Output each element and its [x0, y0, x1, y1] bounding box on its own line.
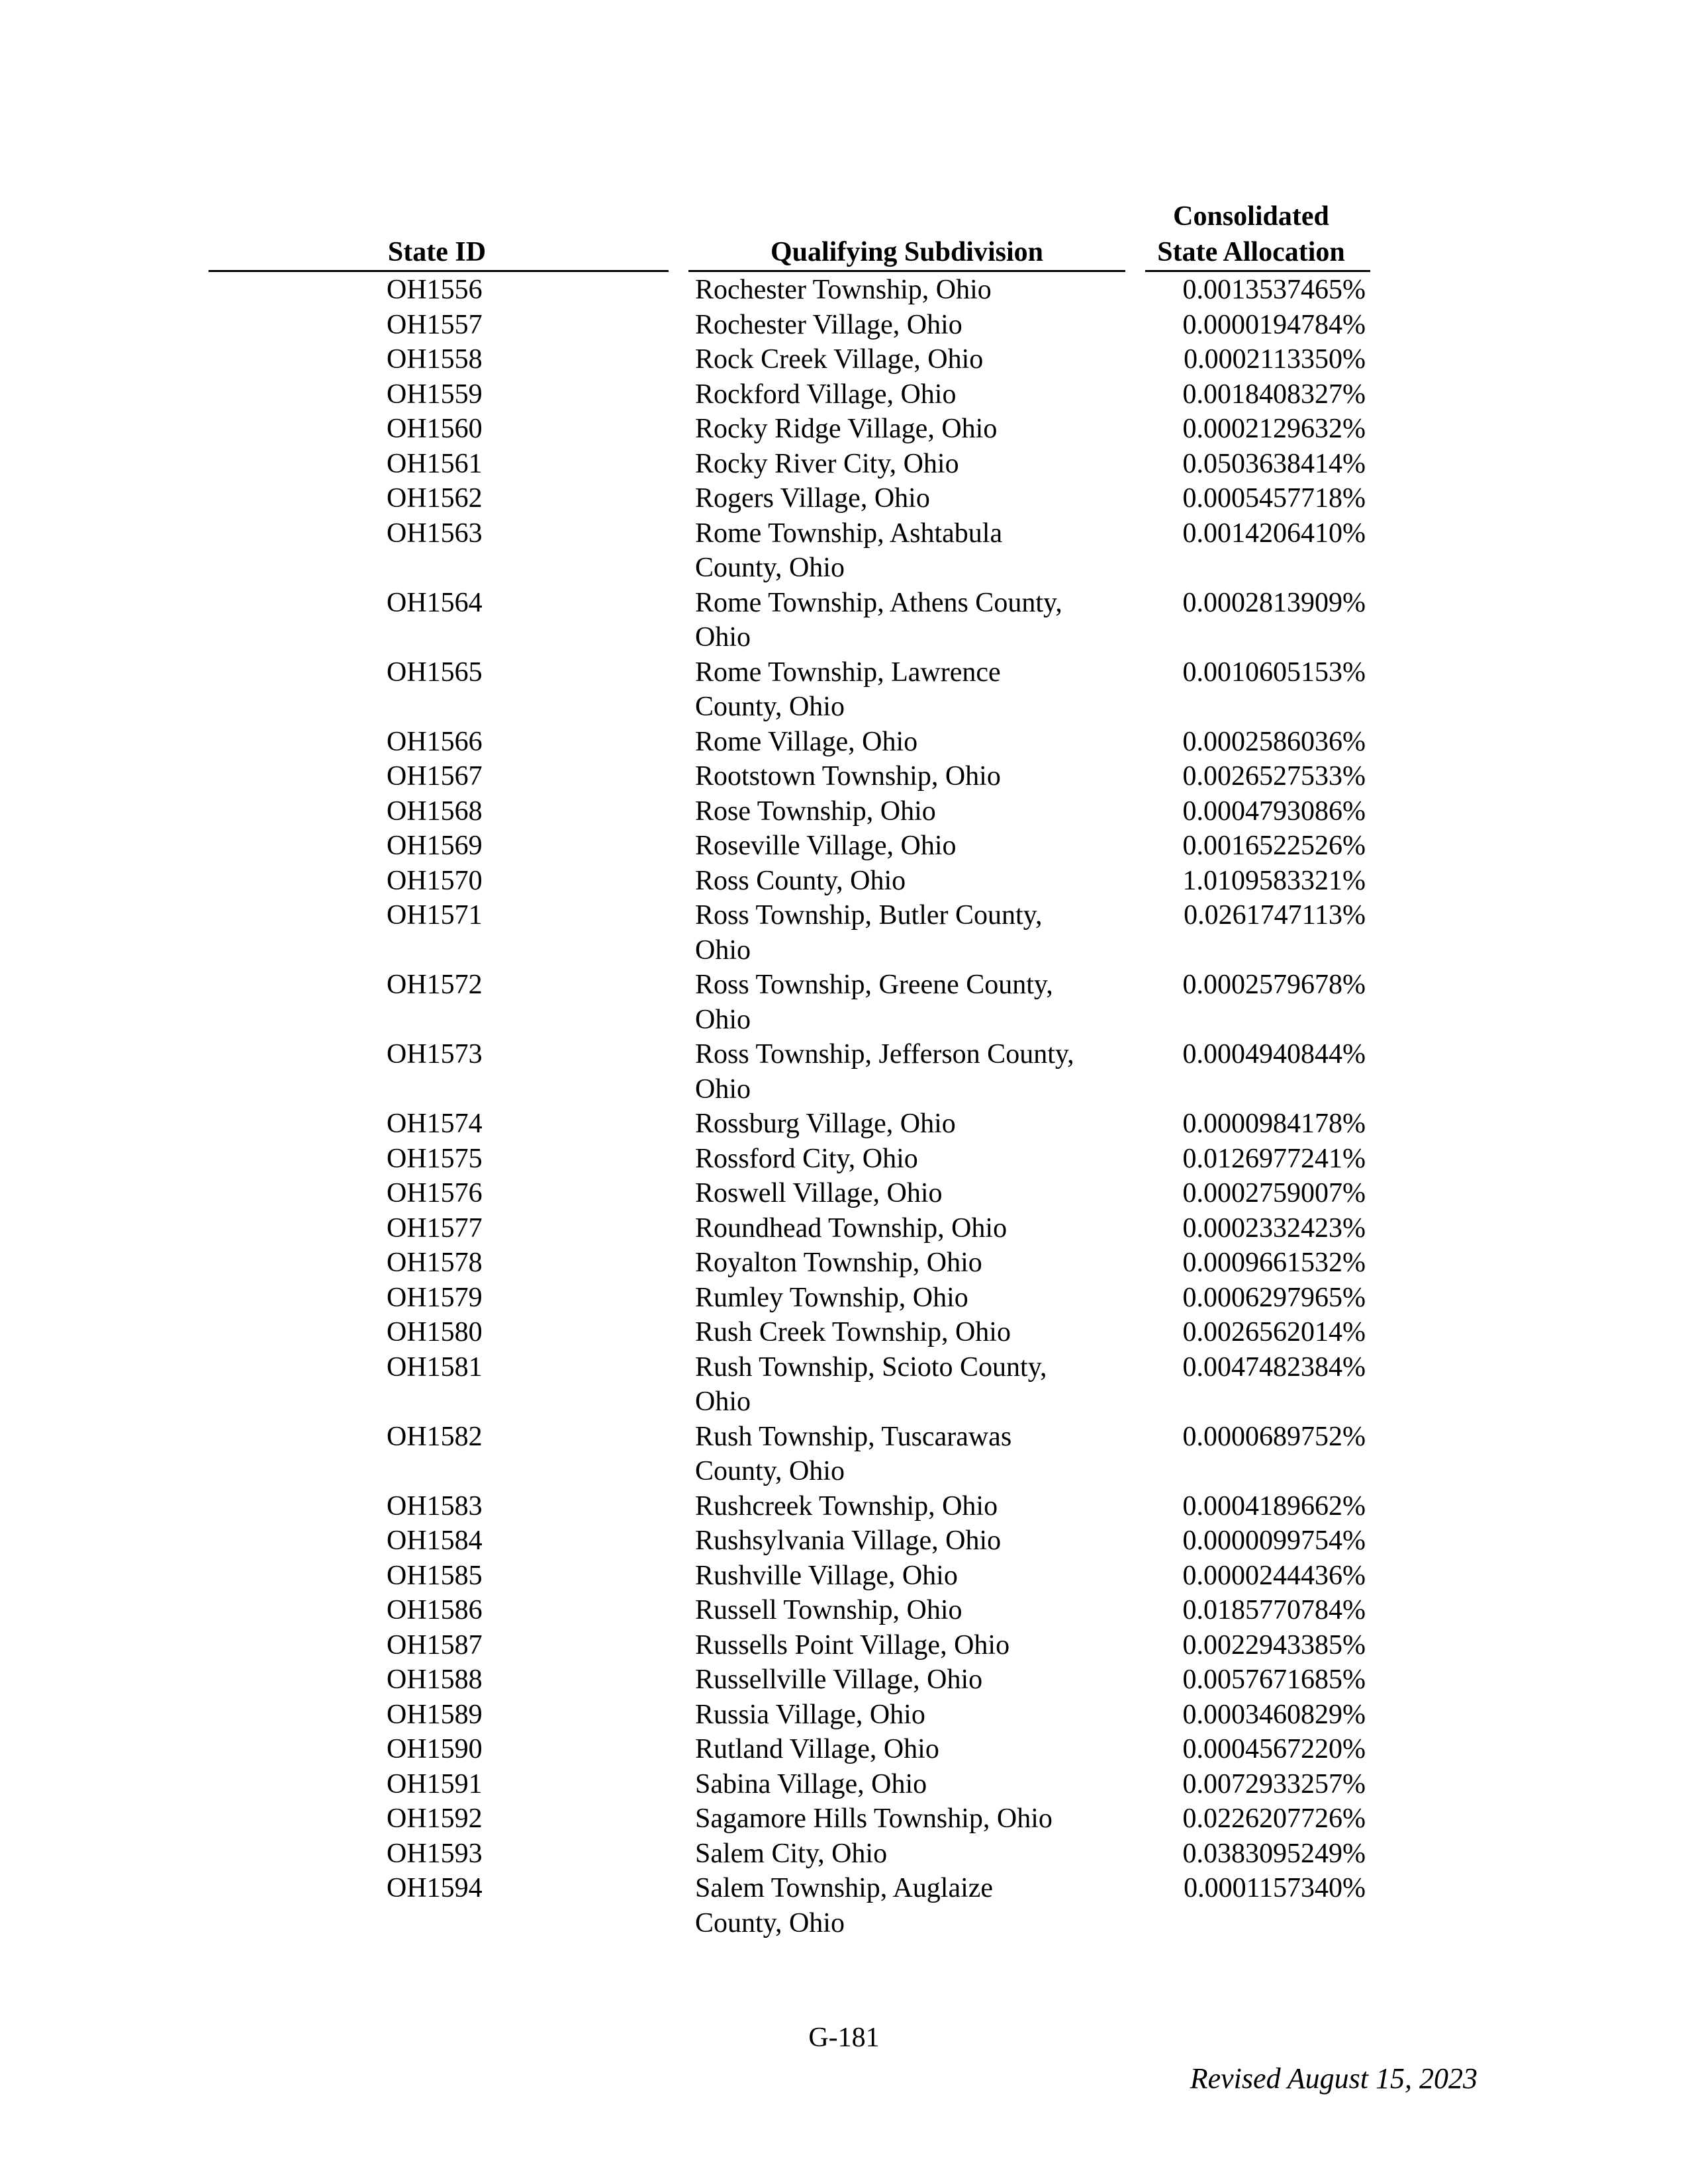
subdivision-cell: Rossford City, Ohio	[695, 1143, 918, 1174]
table-row	[0, 1176, 1688, 1211]
table-row	[0, 1593, 1688, 1628]
subdivision-cell: Russellville Village, Ohio	[695, 1664, 983, 1695]
subdivision-cell: Rochester Township, Ohio	[695, 275, 992, 305]
table-row	[0, 1281, 1688, 1316]
subdivision-cell: Rock Creek Village, Ohio	[695, 344, 984, 375]
table-row	[0, 655, 1688, 725]
subdivision-cell: Salem City, Ohio	[695, 1838, 888, 1869]
header-qualifying-subdivision: Qualifying Subdivision	[770, 237, 1044, 267]
allocation-cell: 0.0022943385%	[1182, 1629, 1366, 1661]
subdivision-cell: Roundhead Township, Ohio	[695, 1212, 1008, 1244]
table-row	[0, 1698, 1688, 1733]
allocation-cell: 0.0226207726%	[1182, 1803, 1366, 1834]
allocation-cell: 0.0000689752%	[1182, 1421, 1366, 1452]
page-number: G-181	[808, 2023, 880, 2053]
table-row	[0, 1107, 1688, 1142]
subdivision-cell: Rockford Village, Ohio	[695, 379, 957, 410]
allocation-cell: 0.0000099754%	[1182, 1525, 1366, 1556]
subdivision-cell: Rome Township, Lawrence County, Ohio	[695, 657, 1001, 722]
state-id-cell: OH1561	[387, 448, 483, 479]
state-id-cell: OH1583	[387, 1490, 483, 1522]
subdivision-cell: Rocky Ridge Village, Ohio	[695, 414, 998, 444]
allocation-cell: 0.0001157340%	[1184, 1873, 1366, 1903]
state-id-cell: OH1565	[387, 657, 483, 688]
allocation-cell: 0.0126977241%	[1182, 1143, 1366, 1174]
allocation-cell: 0.0003460829%	[1182, 1699, 1366, 1730]
allocation-cell: 0.0002579678%	[1182, 970, 1366, 1000]
state-id-cell: OH1560	[387, 414, 483, 444]
allocation-cell: 0.0004793086%	[1182, 796, 1366, 827]
allocation-cell: 0.0057671685%	[1182, 1664, 1366, 1695]
table-row	[0, 342, 1688, 377]
table-row	[0, 794, 1688, 829]
table-row	[0, 1524, 1688, 1559]
allocation-cell: 0.0026562014%	[1182, 1317, 1366, 1347]
table-row	[0, 1142, 1688, 1177]
subdivision-cell: Rose Township, Ohio	[695, 796, 936, 827]
subdivision-cell: Rome Township, Athens County, Ohio	[695, 587, 1062, 653]
allocation-cell: 0.0000984178%	[1182, 1109, 1366, 1139]
state-id-cell: OH1585	[387, 1560, 483, 1591]
subdivision-cell: Rogers Village, Ohio	[695, 483, 930, 514]
subdivision-cell: Rushville Village, Ohio	[695, 1560, 958, 1591]
state-id-cell: OH1568	[387, 796, 483, 827]
table-row	[0, 1350, 1688, 1420]
table-row	[0, 1628, 1688, 1663]
table-row	[0, 1420, 1688, 1489]
header-rule-state-id	[209, 270, 669, 272]
subdivision-cell: Russia Village, Ohio	[695, 1699, 925, 1730]
subdivision-cell: Ross Township, Greene County, Ohio	[695, 970, 1053, 1035]
state-id-cell: OH1592	[387, 1803, 483, 1834]
allocation-cell: 0.0261747113%	[1184, 900, 1366, 931]
allocation-cell: 0.0005457718%	[1182, 483, 1366, 514]
table-row	[0, 829, 1688, 864]
allocation-cell: 0.0014206410%	[1182, 518, 1366, 549]
header-rule-subdivision	[688, 270, 1125, 272]
state-id-cell: OH1563	[387, 518, 483, 549]
subdivision-cell: Ross Township, Jefferson County, Ohio	[695, 1039, 1074, 1105]
subdivision-cell: Rush Township, Scioto County, Ohio	[695, 1351, 1047, 1417]
subdivision-cell: Roswell Village, Ohio	[695, 1178, 943, 1208]
header-consolidated-state-allocation: Consolidated State Allocation	[1157, 201, 1345, 267]
allocation-cell: 0.0047482384%	[1182, 1351, 1366, 1383]
state-id-cell: OH1580	[387, 1317, 483, 1347]
allocation-cell: 0.0503638414%	[1182, 448, 1366, 479]
allocation-cell: 0.0016522526%	[1182, 831, 1366, 861]
state-id-cell: OH1591	[387, 1768, 483, 1799]
allocation-cell: 0.0002586036%	[1182, 726, 1366, 757]
state-id-cell: OH1594	[387, 1873, 483, 1903]
subdivision-cell: Rumley Township, Ohio	[695, 1282, 968, 1313]
state-id-cell: OH1577	[387, 1212, 483, 1244]
allocation-cell: 0.0383095249%	[1182, 1838, 1366, 1869]
subdivision-cell: Ross Township, Butler County, Ohio	[695, 900, 1043, 966]
state-id-cell: OH1582	[387, 1421, 483, 1452]
table-row	[0, 864, 1688, 899]
allocation-cell: 0.0010605153%	[1182, 657, 1366, 688]
header-state-id: State ID	[387, 237, 487, 267]
state-id-cell: OH1573	[387, 1039, 483, 1069]
state-id-cell: OH1584	[387, 1525, 483, 1556]
state-id-cell: OH1588	[387, 1664, 483, 1695]
table-row	[0, 516, 1688, 586]
table-row	[0, 412, 1688, 447]
revision-date: Revised August 15, 2023	[1190, 2062, 1477, 2095]
state-id-cell: OH1559	[387, 379, 483, 410]
allocation-cell: 0.0002332423%	[1182, 1212, 1366, 1244]
state-id-cell: OH1564	[387, 587, 483, 618]
allocation-cell: 0.0013537465%	[1182, 275, 1366, 305]
subdivision-cell: Rochester Village, Ohio	[695, 309, 962, 340]
subdivision-cell: Rome Village, Ohio	[695, 726, 918, 757]
state-id-cell: OH1558	[387, 344, 483, 375]
table-row	[0, 1315, 1688, 1350]
allocation-cell: 0.0002113350%	[1184, 344, 1366, 375]
header-rule-allocation	[1145, 270, 1370, 272]
allocation-cell: 0.0072933257%	[1182, 1768, 1366, 1799]
table-row	[0, 377, 1688, 412]
subdivision-cell: Sagamore Hills Township, Ohio	[695, 1803, 1053, 1834]
state-id-cell: OH1576	[387, 1178, 483, 1208]
subdivision-cell: Rootstown Township, Ohio	[695, 761, 1001, 792]
table-row	[0, 725, 1688, 760]
table-row	[0, 447, 1688, 482]
state-id-cell: OH1566	[387, 726, 483, 757]
allocation-cell: 0.0004940844%	[1182, 1039, 1366, 1069]
subdivision-cell: Rossburg Village, Ohio	[695, 1109, 956, 1139]
state-id-cell: OH1575	[387, 1143, 483, 1174]
allocation-cell: 0.0000244436%	[1182, 1560, 1366, 1591]
table-row	[0, 1246, 1688, 1281]
allocation-cell: 0.0002129632%	[1182, 414, 1366, 444]
table-row	[0, 308, 1688, 343]
subdivision-cell: Rushsylvania Village, Ohio	[695, 1525, 1002, 1556]
state-id-cell: OH1567	[387, 761, 483, 792]
subdivision-cell: Sabina Village, Ohio	[695, 1768, 927, 1799]
allocation-cell: 0.0000194784%	[1182, 309, 1366, 340]
subdivision-cell: Rush Township, Tuscarawas County, Ohio	[695, 1421, 1012, 1486]
state-id-cell: OH1562	[387, 483, 483, 514]
state-id-cell: OH1557	[387, 309, 483, 340]
allocation-table-body	[0, 273, 1688, 1940]
table-row	[0, 1489, 1688, 1524]
allocation-cell: 0.0002759007%	[1182, 1178, 1366, 1208]
subdivision-cell: Roseville Village, Ohio	[695, 831, 957, 861]
table-row	[0, 273, 1688, 308]
table-row	[0, 1801, 1688, 1837]
subdivision-cell: Rushcreek Township, Ohio	[695, 1490, 998, 1522]
allocation-cell: 0.0009661532%	[1182, 1248, 1366, 1278]
state-id-cell: OH1581	[387, 1351, 483, 1383]
allocation-cell: 0.0018408327%	[1182, 379, 1366, 410]
state-id-cell: OH1574	[387, 1109, 483, 1139]
subdivision-cell: Salem Township, Auglaize County, Ohio	[695, 1873, 994, 1938]
state-id-cell: OH1570	[387, 865, 483, 896]
state-id-cell: OH1556	[387, 275, 483, 305]
table-row	[0, 1837, 1688, 1872]
allocation-cell: 0.0002813909%	[1182, 587, 1366, 618]
subdivision-cell: Ross County, Ohio	[695, 865, 906, 896]
table-row	[0, 1662, 1688, 1698]
state-id-cell: OH1589	[387, 1699, 483, 1730]
table-row	[0, 481, 1688, 516]
table-row	[0, 1037, 1688, 1107]
state-id-cell: OH1586	[387, 1595, 483, 1625]
allocation-cell: 0.0004567220%	[1182, 1734, 1366, 1764]
subdivision-cell: Russells Point Village, Ohio	[695, 1629, 1010, 1661]
subdivision-cell: Royalton Township, Ohio	[695, 1248, 982, 1278]
allocation-cell: 0.0006297965%	[1182, 1282, 1366, 1313]
allocation-cell: 0.0004189662%	[1182, 1490, 1366, 1522]
table-row	[0, 759, 1688, 794]
table-row	[0, 1211, 1688, 1246]
state-id-cell: OH1593	[387, 1838, 483, 1869]
state-id-cell: OH1569	[387, 831, 483, 861]
subdivision-cell: Russell Township, Ohio	[695, 1595, 962, 1625]
table-row	[0, 1559, 1688, 1594]
state-id-cell: OH1590	[387, 1734, 483, 1764]
state-id-cell: OH1578	[387, 1248, 483, 1278]
state-id-cell: OH1579	[387, 1282, 483, 1313]
table-row	[0, 1732, 1688, 1767]
state-id-cell: OH1572	[387, 970, 483, 1000]
subdivision-cell: Rocky River City, Ohio	[695, 448, 959, 479]
state-id-cell: OH1571	[387, 900, 483, 931]
table-row	[0, 1767, 1688, 1802]
subdivision-cell: Rutland Village, Ohio	[695, 1734, 939, 1764]
allocation-cell: 0.0026527533%	[1182, 761, 1366, 792]
table-row	[0, 968, 1688, 1037]
state-id-cell: OH1587	[387, 1629, 483, 1661]
allocation-cell: 1.0109583321%	[1182, 865, 1366, 896]
subdivision-cell: Rush Creek Township, Ohio	[695, 1317, 1011, 1347]
table-row	[0, 1871, 1688, 1940]
table-row	[0, 898, 1688, 968]
subdivision-cell: Rome Township, Ashtabula County, Ohio	[695, 518, 1003, 583]
allocation-cell: 0.0185770784%	[1182, 1595, 1366, 1625]
table-row	[0, 586, 1688, 655]
